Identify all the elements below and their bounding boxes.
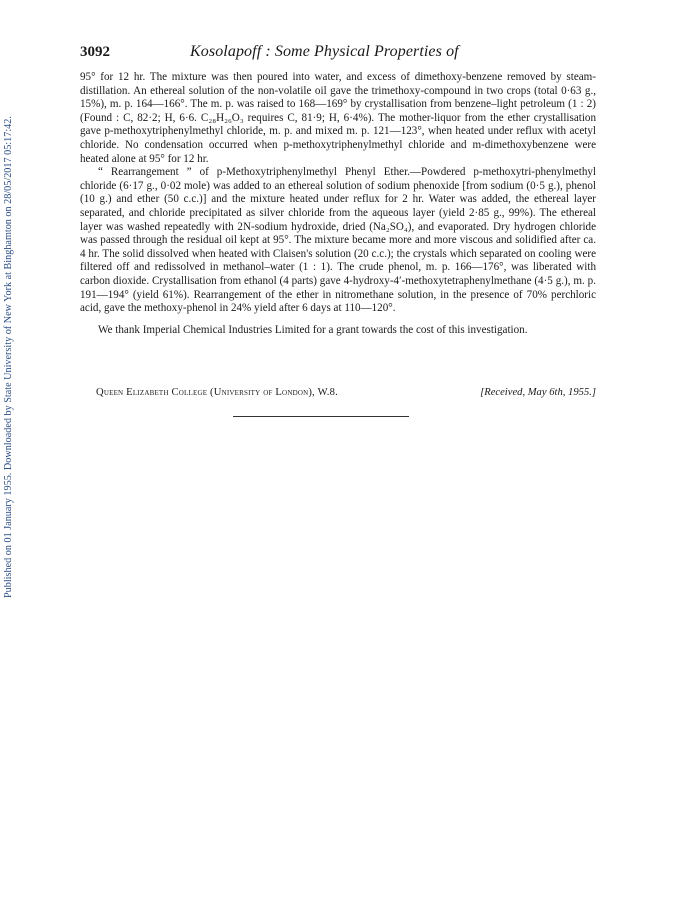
page-header: [80, 44, 600, 66]
affiliation: Queen Elizabeth College (University of London), W.8.: [96, 387, 338, 398]
page-number: 3092: [80, 44, 110, 60]
paragraph-trimethoxy: 95° for 12 hr. The mixture was then poured into water, and excess of dimethoxy-benzene removed by steam-distillation. An ethereal solution of the non-volatile oil gave the trimethoxy-compound in two crops (total 0·63 g., 15%), m. p. 164—166°. The m. p. was raised to 168—169° by crystallisation from benzene–light petroleum (1 : 2) (Found : C, 82·2; H, 6·6. C₂₈H₂₆O₃ requires C, 81·9; H, 6·4%). The mother-liquor from the ether crystallisation gave p-methoxytriphenylmethyl chloride, m. p. and mixed m. p. 121—123°, when heated under reflux with acetyl chloride. No condensation occurred when p-methoxytriphenylmethyl chloride and m-dimethoxybenzene were heated alone at 95° for 12 hr.: [80, 71, 596, 165]
received-date: [Received, May 6th, 1955.]: [480, 387, 596, 398]
paragraph-rearrangement: “ Rearrangement ” of p-Methoxytriphenylmethyl Phenyl Ether.—Powdered p-methoxytri-phenylmethyl chloride (6·17 g., 0·02 mole) was added to an ethereal solution of sodium phenoxide [from sodium (0·5 g.), phenol (10 g.) and ether (50 c.c.)] and the mixture heated under reflux for 2 hr. Water was added, the ethereal layer separated, and chloride precipitated as silver chloride from the aqueous layer (yield 2·85 g., 99%). The ethereal layer was washed repeatedly with 2N-sodium hydroxide, dried (Na₂SO₄), and evaporated. Dry hydrogen chloride was passed through the residual oil kept at 95°. The mixture became more and more viscous and solidified after ca. 4 hr. The solid dissolved when heated with Claisen's solution (20 c.c.); the crystals which separated on cooling were filtered off and redissolved in methanol–water (1 : 1). The crude phenol, m. p. 166—176°, was liberated with carbon dioxide. Crystallisation from ethanol (4 parts) gave 4-hydroxy-4′-methoxytetraphenylmethane (4·5 g.), m. p. 191—194° (yield 61%). Rearrangement of the ether in nitromethane solution, in the presence of 70% perchloric acid, gave the methoxy-phenol in 24% yield after 6 days at 110—120°.: [80, 166, 596, 315]
affiliation-line: [96, 387, 596, 403]
article-body: [80, 71, 596, 337]
paragraph-acknowledgement: We thank Imperial Chemical Industries Limited for a grant towards the cost of this investigation.: [98, 323, 528, 336]
download-watermark: Published on 01 January 1955. Downloaded by State University of New York at Binghamton on 28/05/2017 05:17:42.: [3, 116, 14, 598]
running-title: Kosolapoff : Some Physical Properties of: [190, 43, 459, 60]
end-rule: [233, 416, 409, 417]
